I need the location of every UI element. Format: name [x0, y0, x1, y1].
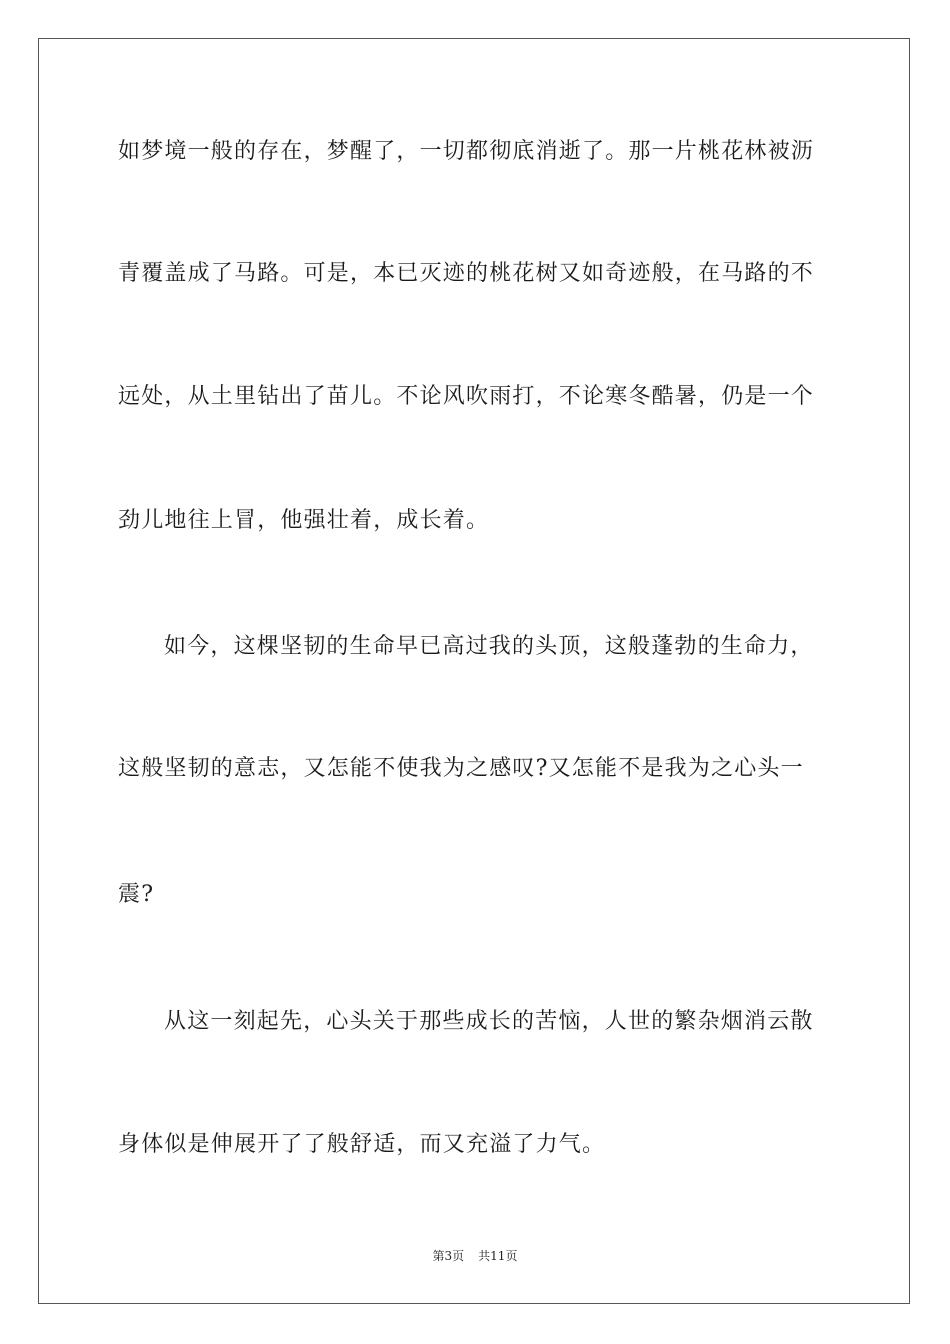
paragraph-line-7: 震? [118, 882, 155, 907]
page-total: 共11页 [478, 1249, 518, 1263]
paragraph-line-4: 劲儿地往上冒，他强壮着，成长着。 [118, 508, 490, 533]
page-footer [0, 1248, 950, 1264]
paragraph-line-5: 如今，这棵坚韧的生命早已高过我的头顶，这般蓬勃的生命力， [164, 634, 814, 659]
paragraph-line-6: 这般坚韧的意志，又怎能不使我为之感叹?又怎能不是我为之心头一 [118, 756, 804, 781]
paragraph-line-1: 如梦境一般的存在，梦醒了，一切都彻底消逝了。那一片桃花林被沥 [118, 139, 815, 164]
paragraph-line-3: 远处，从土里钻出了苗儿。不论风吹雨打，不论寒冬酷暑，仍是一个 [118, 384, 815, 409]
page-number: 第3页 [432, 1249, 465, 1263]
paragraph-line-9: 身体似是伸展开了了般舒适，而又充溢了力气。 [118, 1132, 606, 1157]
page-border [38, 38, 910, 1304]
paragraph-line-2: 青覆盖成了马路。可是，本已灭迹的桃花树又如奇迹般，在马路的不 [118, 261, 815, 286]
paragraph-line-8: 从这一刻起先，心头关于那些成长的苦恼，人世的繁杂烟消云散 [164, 1009, 814, 1034]
